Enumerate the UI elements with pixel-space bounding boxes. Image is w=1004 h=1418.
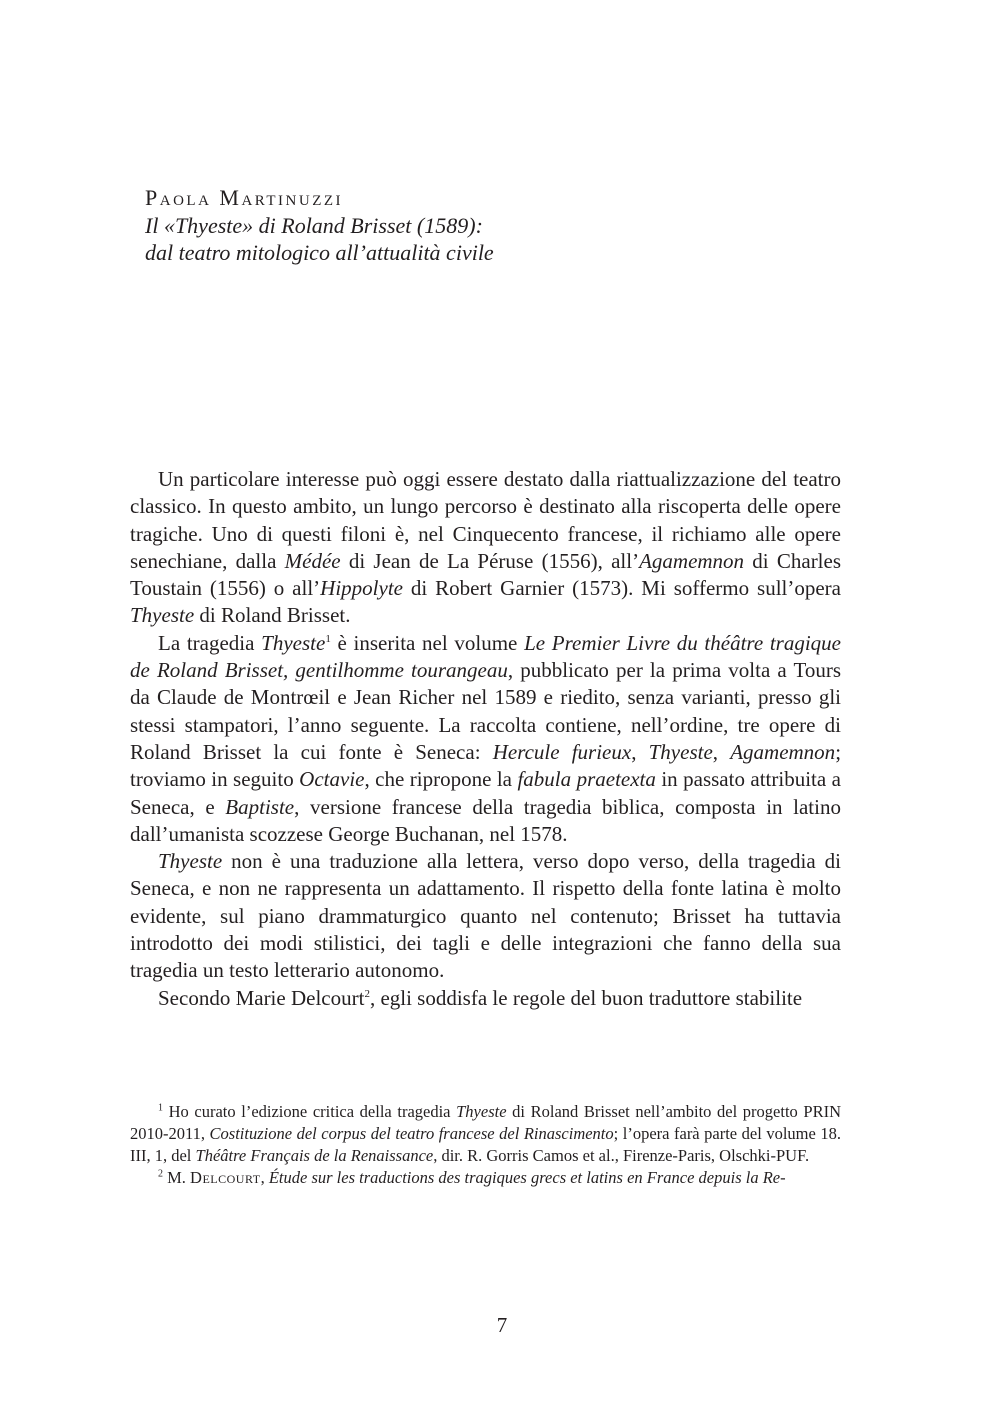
work-title: Agamemnon <box>730 739 836 764</box>
project-title: Costituzione del corpus del teatro francese del Rinascimento <box>209 1124 614 1143</box>
footnote-2: $^2$ M. Delcourt, Étude sur les traductions des tragiques grecs et latins en France depuis la Re- <box>158 1168 786 1187</box>
work-title: Agamemnon <box>639 548 745 573</box>
footnotes <box>130 1101 841 1189</box>
work-title: Thyeste <box>261 630 326 655</box>
book-title: Le Premier Livre du théâtre tragique de Roland Brisset, gentilhomme tourangeau <box>130 630 841 683</box>
latin-term: fabula praetexta <box>517 767 656 792</box>
paragraph-2: La tragedia Thyeste$^1$ è inserita nel volume Le Premier Livre du théâtre tragique de Roland Brisset, gentilhomme tourangeau, pubblicato per la prima volta a Tours da Claude de Montrœil e Jean Richer nel 1589 e riedito, senza varianti, presso gli stessi stampatori, l’anno seguente. La raccolta contiene, nell’ordine, tre opere di Roland Brisset la cui fonte è Seneca: Hercule furieux, Thyeste, Agamemnon; troviamo in seguito Octavie, che ripropone la fabula praetexta in passato attribuita a Seneca, e Baptiste, versione francese della tragedia biblica, composta in latino dall’umanista scozzese George Buchanan, nel 1578. <box>130 630 842 846</box>
footnote-ref-2: 2 <box>364 987 370 1000</box>
footnote-number: 1 <box>158 1102 163 1114</box>
work-title: Thyeste <box>158 849 223 874</box>
work-title: Thyeste <box>130 603 195 628</box>
work-title: Baptiste <box>225 794 295 819</box>
article-title-line-1: Il «Thyeste» di Roland Brisset (1589): <box>145 213 483 238</box>
work-title: Hercule furieux <box>492 739 632 764</box>
paragraph-1: Un particolare interesse può oggi essere destato dalla riattualizzazione del teatro classico. In questo ambito, un lungo percorso è destinato alla riscoperta delle opere tragiche. Uno di questi filoni è, nel Cinquecento francese, il richiamo alle opere senechiane, dalla Médée di Jean de La Péruse (1556), all’Agamemnon di Charles Toustain (1556) o all’Hippolyte di Robert Garnier (1573). Mi soffermo sull’opera Thyeste di Roland Brisset. <box>130 467 842 628</box>
work-title: Médée <box>284 548 341 573</box>
article-title-line-2: dal teatro mitologico all’attualità civile <box>145 240 494 265</box>
cited-work-title: Étude sur les traductions des tragiques grecs et latins en France depuis la Re- <box>268 1168 786 1187</box>
work-title: Thyeste <box>648 739 713 764</box>
body-text <box>130 466 841 1012</box>
series-title: Théâtre Français de la Renaissance <box>195 1146 434 1165</box>
article-author: Paola Martinuzzi <box>145 185 344 210</box>
cited-author: Delcourt <box>190 1168 261 1187</box>
footnote-1: $^1$ Ho curato l’edizione critica della tragedia Thyeste di Roland Brisset nell’ambito del progetto PRIN 2010-2011, Costituzione del corpus del teatro francese del Rinascimento; l’opera farà parte del volume 18. III, 1, del Théâtre Français de la Renaissance, dir. R. Gorris Camos et al., Firenze-Paris, Olschki-PUF. <box>130 1102 841 1165</box>
work-title: Octavie <box>299 767 365 792</box>
article-title <box>145 212 865 266</box>
page-number: 7 <box>496 1313 508 1337</box>
work-title: Hippolyte <box>320 576 403 601</box>
paragraph-3: Thyeste non è una traduzione alla lettera, verso dopo verso, della tragedia di Seneca, e non ne rappresenta un adattamento. Il rispetto della fonte latina è molto evidente, sul piano drammaturgico quanto nel contenuto; Brisset ha tuttavia introdotto dei modi stilistici, dei tagli e delle integrazioni che fanno della sua tragedia un testo letterario autonomo. <box>130 849 841 983</box>
work-title: Thyeste <box>456 1102 507 1121</box>
paragraph-4: Secondo Marie Delcourt$^2$, egli soddisfa le regole del buon traduttore stabilite <box>158 985 803 1010</box>
footnote-ref-1: 1 <box>325 632 331 645</box>
footnote-number: 2 <box>158 1168 163 1180</box>
article-header <box>145 184 865 266</box>
